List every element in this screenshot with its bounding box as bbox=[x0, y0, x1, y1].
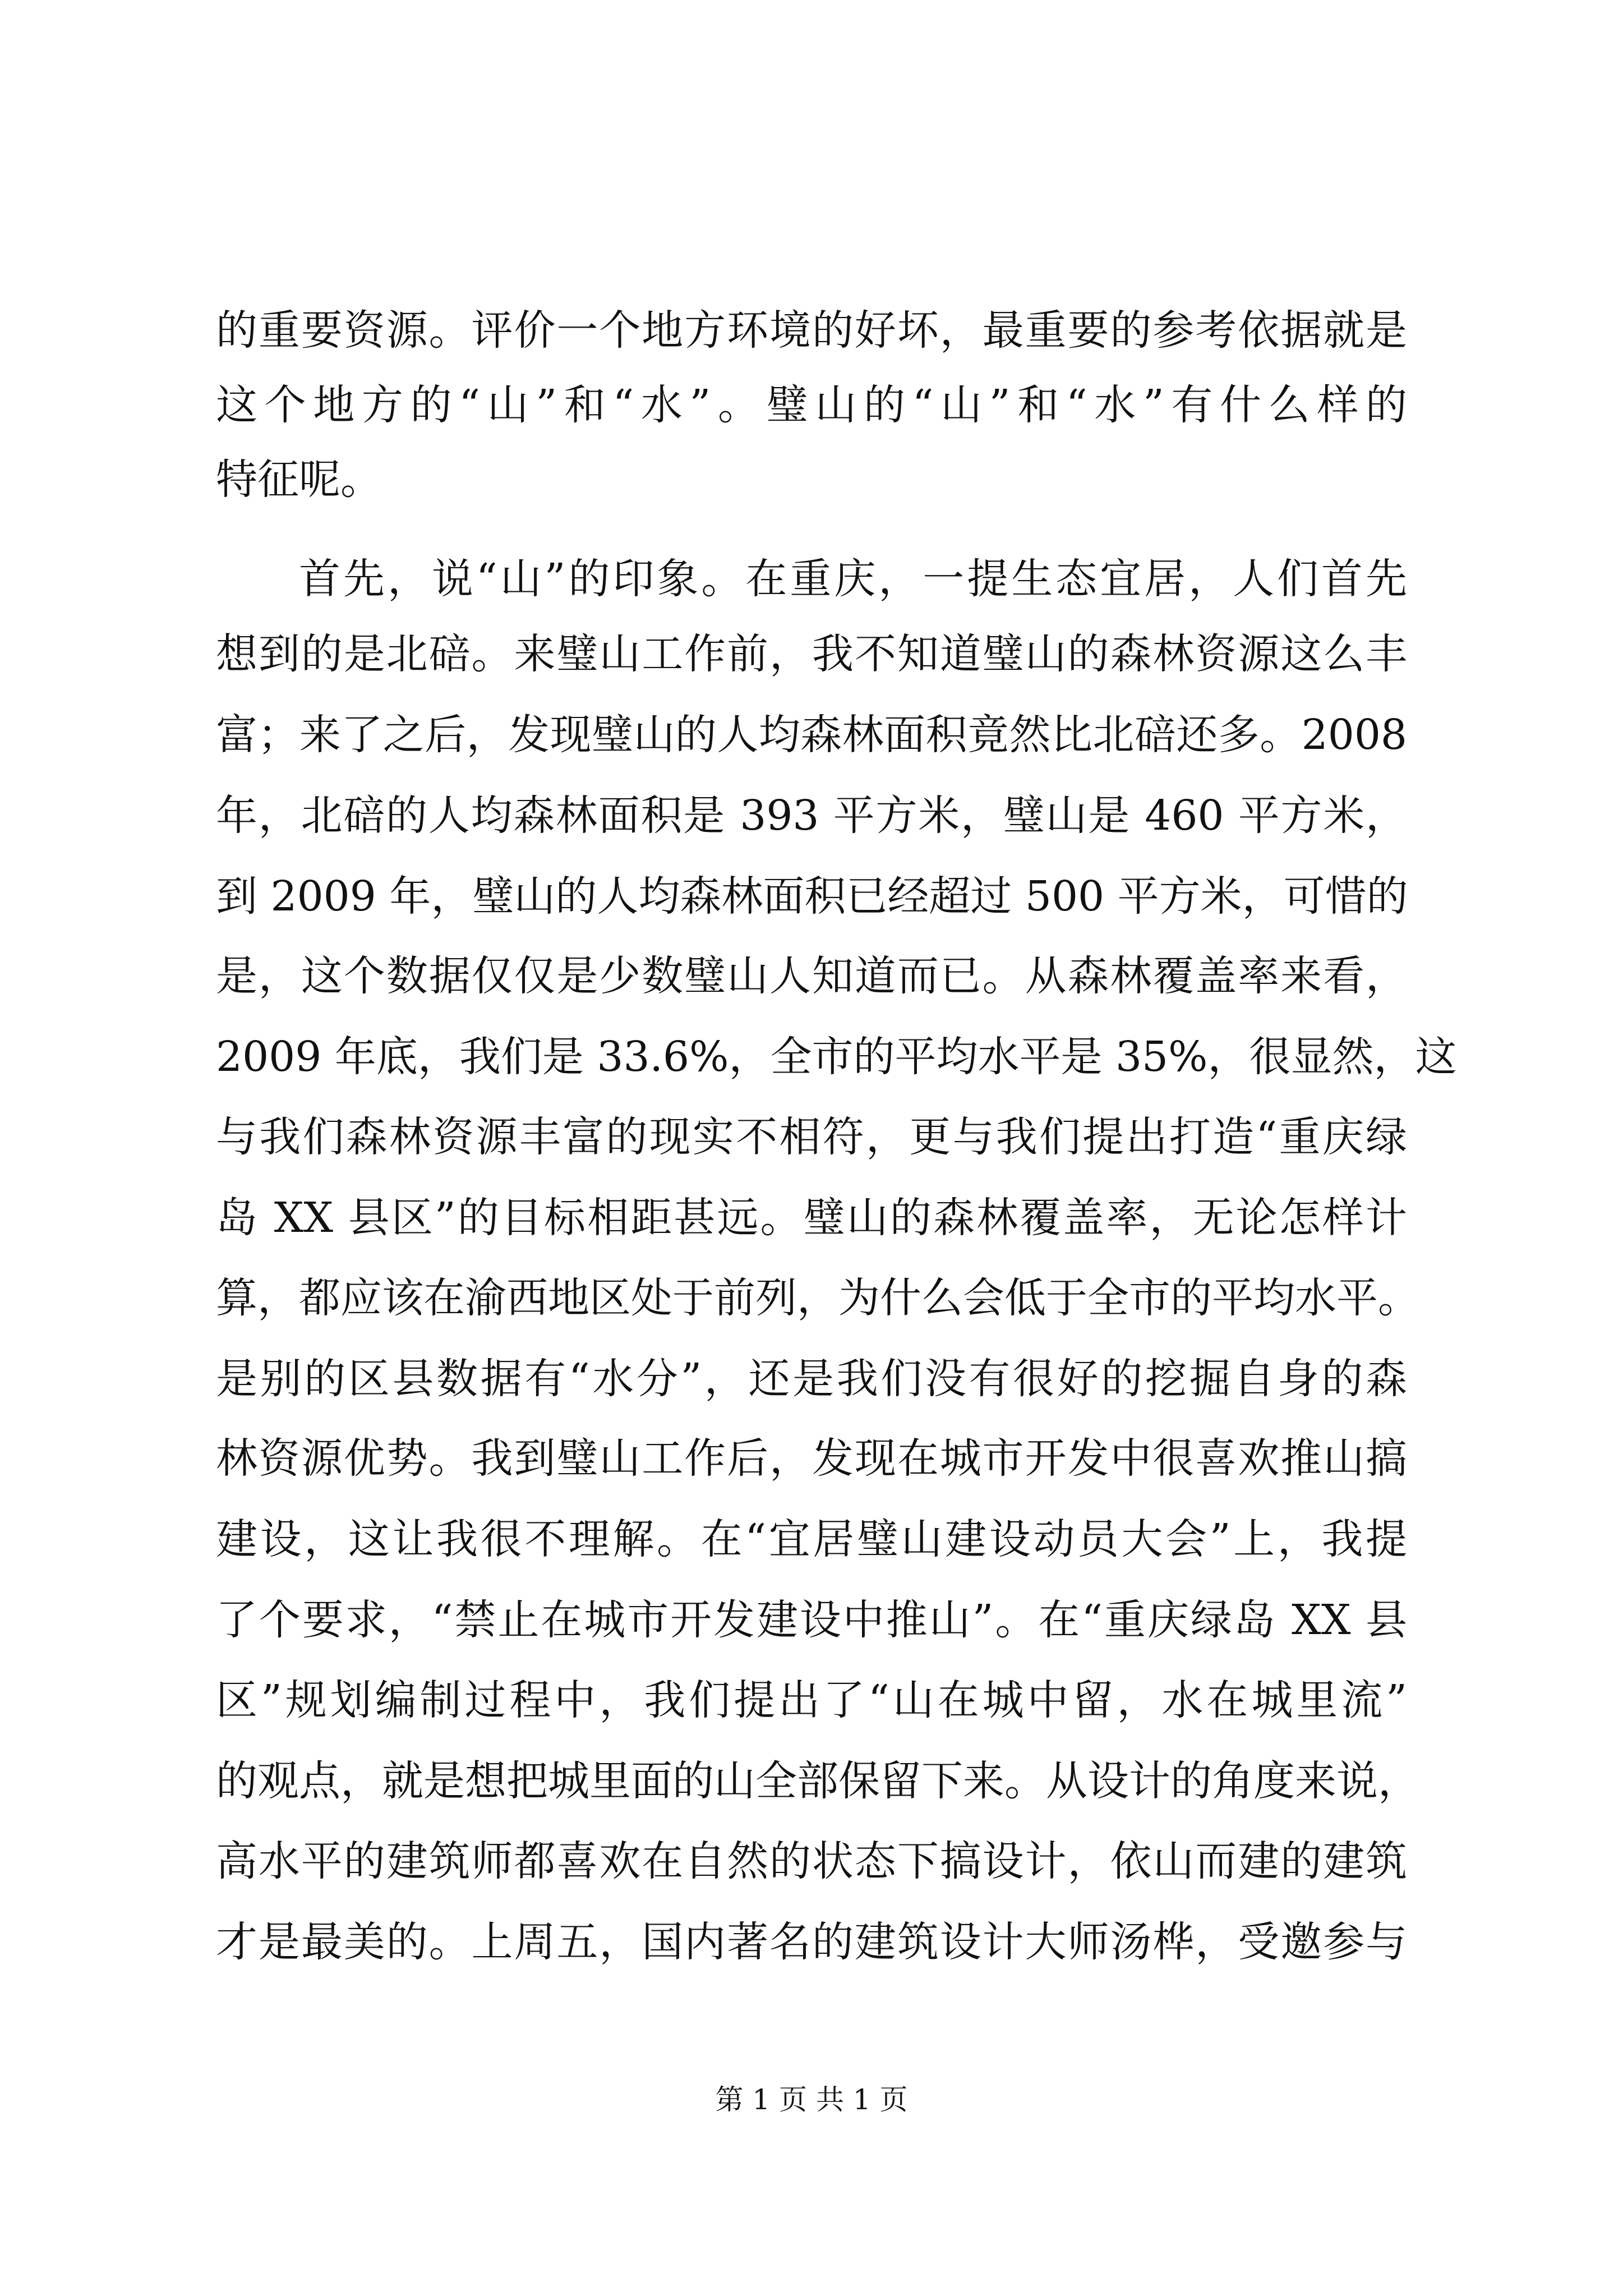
paragraph-2-line-14: 了个要求，“禁止在城市开发建设中推山”。在“重庆绿岛 XX 县 bbox=[216, 1596, 1407, 1644]
paragraph-2-line-9: 岛 XX 县区”的目标相距甚远。璧山的森林覆盖率，无论怎样计 bbox=[216, 1194, 1407, 1242]
paragraph-2-line-8: 与我们森林资源丰富的现实不相符，更与我们提出打造“重庆绿 bbox=[216, 1113, 1407, 1161]
paragraph-2-line-17: 高水平的建筑师都喜欢在自然的状态下搞设计，依山而建的建筑 bbox=[216, 1837, 1407, 1885]
paragraph-2-line-10: 算，都应该在渝西地区处于前列，为什么会低于全市的平均水平。 bbox=[216, 1274, 1419, 1322]
paragraph-2-line-6: 是，这个数据仅仅是少数璧山人知道而已。从森林覆盖率来看， bbox=[216, 952, 1407, 1000]
paragraph-2-line-4: 年，北碚的人均森林面积是 393 平方米，璧山是 460 平方米， bbox=[216, 792, 1407, 840]
page-number-footer: 第 1 页 共 1 页 bbox=[715, 2083, 908, 2116]
paragraph-2-line-11: 是别的区县数据有“水分”，还是我们没有很好的挖掘自身的森 bbox=[216, 1355, 1407, 1403]
paragraph-2-line-12: 林资源优势。我到璧山工作后，发现在城市开发中很喜欢推山搞 bbox=[216, 1434, 1407, 1483]
paragraph-2-line-16: 的观点，就是想把城里面的山全部保留下来。从设计的角度来说， bbox=[216, 1757, 1419, 1805]
paragraph-1-line-1: 的重要资源。评价一个地方环境的好坏，最重要的参考依据就是 bbox=[216, 306, 1407, 355]
paragraph-2-line-1: 首先，说“山”的印象。在重庆，一提生态宜居，人们首先 bbox=[299, 555, 1407, 603]
paragraph-2-line-13: 建设，这让我很不理解。在“宜居璧山建设动员大会”上，我提 bbox=[216, 1515, 1407, 1563]
paragraph-2-line-3: 富；来了之后，发现璧山的人均森林面积竟然比北碚还多。2008 bbox=[216, 711, 1407, 759]
paragraph-1-line-2: 这个地方的“山”和“水”。璧山的“山”和“水”有什么样的 bbox=[216, 381, 1407, 429]
paragraph-2-line-2: 想到的是北碚。来璧山工作前，我不知道璧山的森林资源这么丰 bbox=[216, 630, 1407, 678]
paragraph-2-line-18: 才是最美的。上周五，国内著名的建筑设计大师汤桦，受邀参与 bbox=[216, 1918, 1407, 1966]
paragraph-2-line-15: 区”规划编制过程中，我们提出了“山在城中留，水在城里流” bbox=[216, 1676, 1407, 1724]
paragraph-2-line-7: 2009 年底，我们是 33.6%，全市的平均水平是 35%，很显然，这 bbox=[216, 1033, 1457, 1081]
paragraph-1-line-3: 特征呢。 bbox=[216, 455, 382, 504]
paragraph-2-line-5: 到 2009 年，璧山的人均森林面积已经超过 500 平方米，可惜的 bbox=[216, 872, 1408, 921]
